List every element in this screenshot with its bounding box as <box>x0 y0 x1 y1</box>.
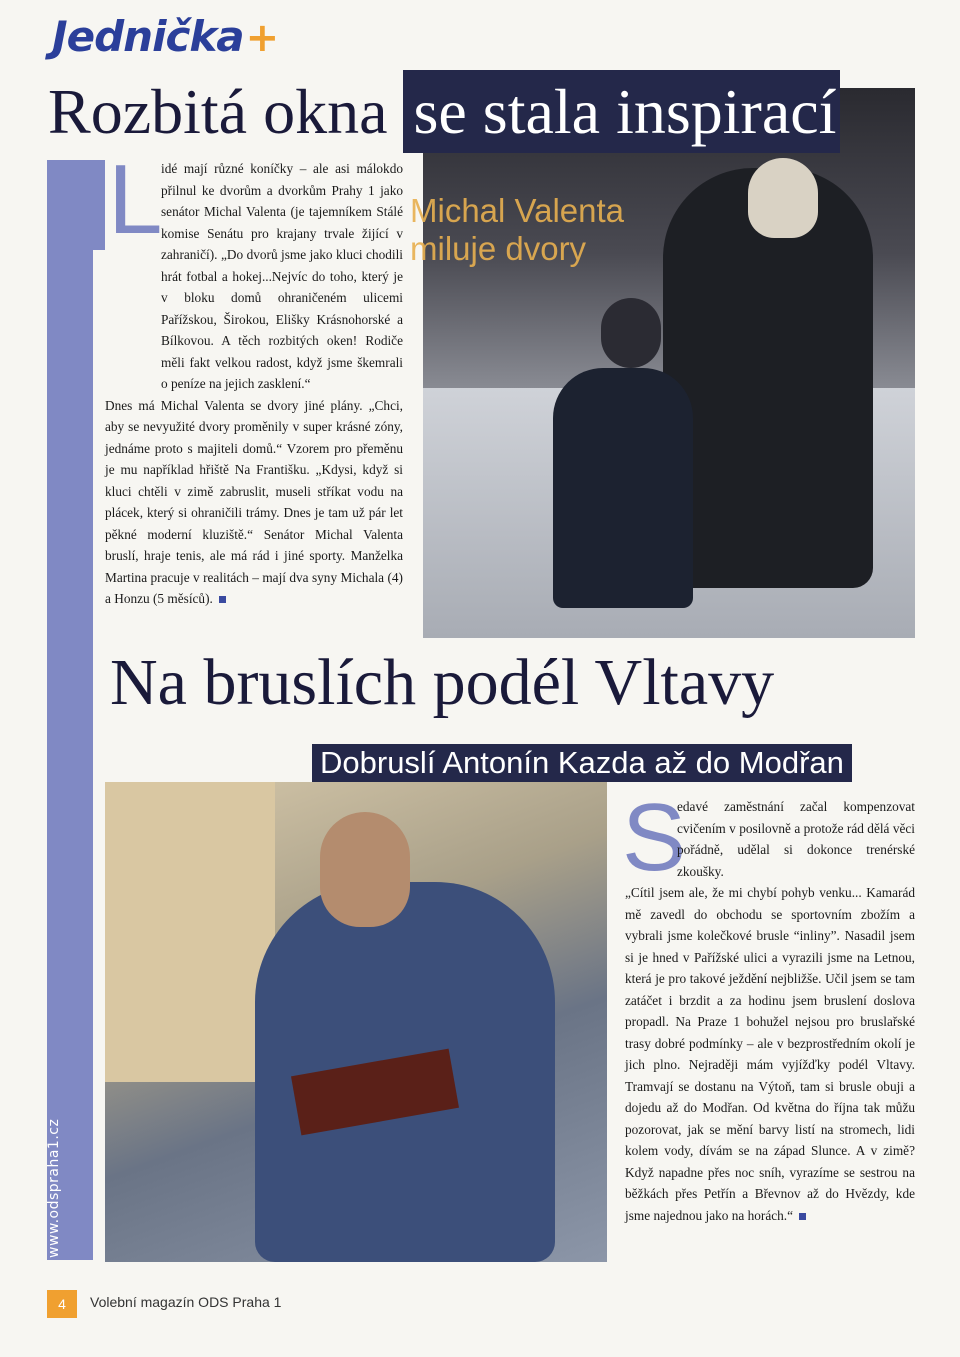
photo-man2-head <box>320 812 410 927</box>
overlay-line2: miluje dvory <box>410 230 587 267</box>
dropcap-accent-bar <box>93 160 105 250</box>
photo1-caption-overlay <box>410 192 624 268</box>
end-mark-icon <box>219 596 226 603</box>
photo-child-head <box>601 298 661 368</box>
end-mark-icon <box>799 1213 806 1220</box>
article1-body <box>105 158 403 610</box>
magazine-name: Volební magazín ODS Praha 1 <box>90 1294 282 1310</box>
article1-body-text: Dnes má Michal Valenta se dvory jiné plány. „Chci, aby se nevyužité dvory proměnily v super krásné zóny, jednáme proto s majiteli domů.“ Vzorem pro přeměnu je mu například hřiště Na Františku. „Kdysi, když si kluci chtěli v zimě zabruslit, museli stříkat vodu na plácek, který si ohraničili trámy. Dnes je tam už pár let pěkné moderní kluziště.“ Senátor Michal Valenta bruslí, hraje tenis, ale má rád i jiné sporty. Manželka Martina pracuje v realitách – mají dva syny Michala (4) a Honzu (5 měsíců). <box>105 397 403 606</box>
overlay-line1: Michal Valenta <box>410 192 625 229</box>
article1-drop-cap: L <box>108 144 163 254</box>
article2-drop-cap: S <box>622 784 687 891</box>
article1-headline-light: Rozbitá okna <box>48 76 388 147</box>
photo-building <box>105 782 275 1082</box>
article2-subtitle: Dobruslí Antonín Kazda až do Modřan <box>312 744 852 782</box>
photo-man-head <box>748 158 818 238</box>
article2-lede: edavé zaměstnání začal kompenzovat cvičením v posilovně a protože rád dělá věci pořádně, udělal si dokonce trenérské zkoušky. <box>677 799 915 879</box>
photo-child-figure <box>553 368 693 608</box>
article1-headline <box>48 76 840 147</box>
sidebar-stripe <box>47 160 93 1260</box>
article2-body <box>625 796 915 1226</box>
logo-plus-icon: + <box>245 15 279 61</box>
article2-headline: Na bruslích podél Vltavy <box>110 646 775 719</box>
page-number: 4 <box>47 1290 77 1318</box>
logo-text: Jednička <box>52 12 244 61</box>
photo-ice-rink <box>423 88 915 638</box>
article1-headline-dark: se stala inspirací <box>403 70 840 153</box>
photo-man-reading <box>105 782 607 1262</box>
article2-body-text: „Cítil jsem ale, že mi chybí pohyb venku... Kamarád mě zavedl do obchodu se sportovním zbožím a vybrali jsme kolečkové brusle “inliny”. Nasadil jsem si je hned v Pařížské ulici a vyrazili jsme na Letnou, která je pro takové ježdění nejbližše. Učil jsem se tam zatáčet i brzdit a za hodinu jsem bruslení doslova propadl. Na Praze 1 bohužel nejsou pro bruslařské trasy dobré podmínky – ale v bezprostředním okolí je jich plno. Nejraději mám vyjížďky podél Vltavy. Tramvají se dostanu na Výtoň, tam si brusle obuji a dojedu až do Modřan. Od května do října tak můžu pozorovat, jak se mění barvy listí na stromech, lidi kolem vody, dívám se na západ Slunce. A v zimě? Když napadne přes noc sníh, vyrazíme se sestrou na běžkách přes Petřín a Břevnov až do Hvězdy, kde jsme najednou jako na horách.“ <box>625 885 915 1223</box>
magazine-logo <box>52 12 278 61</box>
article1-lede: idé mají různé koníčky – ale asi málokdo přilnul ke dvorům a dvorkům Prahy 1 jako senátor Michal Valenta (je tajemníkem Stálé komise Senátu pro krajany trvale žijící v zahraničí). „Do dvorů jsme jako kluci chodili hrát fotbal a hokej...Nejvíc do toho, který je v bloku domů ohraničeném ulicemi Pařížskou, Širokou, Elišky Krásnohorské a Bílkovou. A těch rozbitých oken! Rodiče měli fakt velkou radost, když jsme škemrali o peníze na jejich zasklení.“ <box>161 161 403 391</box>
